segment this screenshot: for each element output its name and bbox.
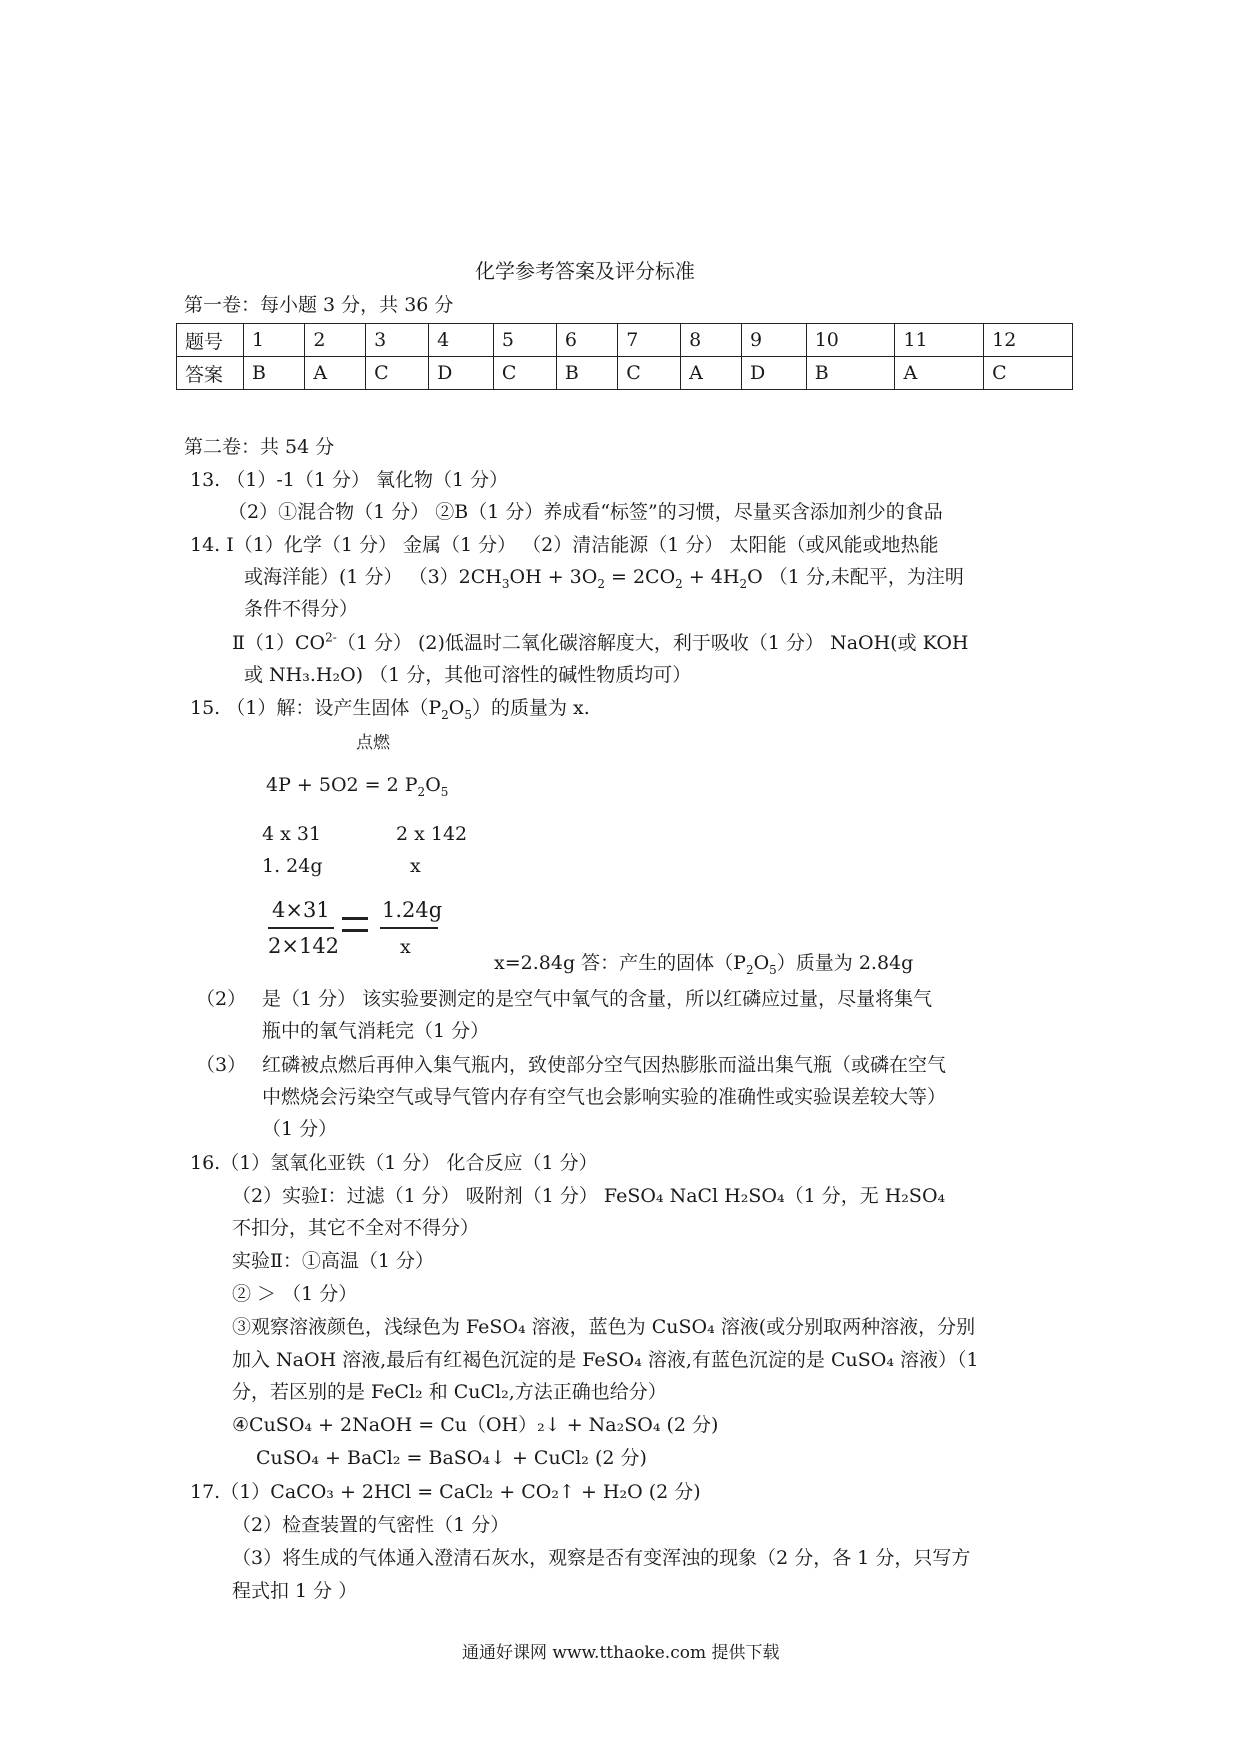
- fraction-denominator: x: [400, 936, 411, 958]
- q15-line: 中燃烧会污染空气或导气管内存有空气也会影响实验的准确性或实验误差较大等）: [262, 1086, 947, 1108]
- fraction-denominator: 2×142: [268, 934, 340, 958]
- part1-heading: 第一卷：每小题 3 分，共 36 分: [184, 294, 454, 316]
- q14-line: 14. Ⅰ（1）化学（1 分） 金属（1 分） （2）清洁能源（1 分） 太阳能（或风能或地热能: [190, 534, 939, 556]
- page-title: 化学参考答案及评分标准: [475, 259, 695, 283]
- q15-part-label: （2）: [196, 988, 247, 1010]
- q16-line: （2）实验Ⅰ：过滤（1 分） 吸附剂（1 分） FeSO₄ NaCl H₂SO₄（1 分，无 H₂SO₄: [232, 1185, 946, 1207]
- q16-line: ② ＞ （1 分）: [232, 1283, 358, 1305]
- q15-line: 红磷被点燃后再伸入集气瓶内，致使部分空气因热膨胀而溢出集气瓶（或磷在空气: [262, 1054, 947, 1076]
- q16-line: 加入 NaOH 溶液,最后有红褐色沉淀的是 FeSO₄ 溶液,有蓝色沉淀的是 CuSO₄ 溶液）（1: [232, 1349, 979, 1371]
- q13-line: 13. （1）-1（1 分） 氧化物（1 分）: [190, 469, 509, 491]
- footer-credit: 通通好课网 www.tthaoke.com 提供下载: [462, 1643, 780, 1663]
- cell: B: [244, 357, 305, 390]
- part2-heading: 第二卷：共 54 分: [184, 436, 335, 458]
- q16-line: 16.（1）氢氧化亚铁（1 分） 化合反应（1 分）: [190, 1152, 598, 1174]
- cell: 4: [429, 324, 494, 357]
- table-row-numbers: [177, 324, 1073, 357]
- cell: 8: [681, 324, 742, 357]
- q17-line: （2）检查装置的气密性（1 分）: [232, 1514, 510, 1536]
- fraction-numerator: 4×31: [272, 898, 330, 922]
- equals-sign: [342, 929, 368, 932]
- cell: 10: [806, 324, 895, 357]
- cell: A: [895, 357, 984, 390]
- cell: C: [984, 357, 1073, 390]
- cell: 12: [984, 324, 1073, 357]
- ratio-value: 4 x 31: [262, 823, 322, 845]
- q15-part-label: （3）: [196, 1054, 247, 1076]
- unknown-value: x: [410, 855, 421, 877]
- reaction-condition: 点燃: [356, 733, 390, 753]
- q16-line: 不扣分，其它不全对不得分）: [232, 1217, 480, 1239]
- cell: 1: [244, 324, 305, 357]
- q15-line: 是（1 分） 该实验要测定的是空气中氧气的含量，所以红磷应过量，尽量将集气: [262, 988, 933, 1010]
- q15-line: 瓶中的氧气消耗完（1 分）: [262, 1020, 490, 1042]
- q16-line: ③观察溶液颜色，浅绿色为 FeSO₄ 溶液，蓝色为 CuSO₄ 溶液(或分别取两种溶液，分别: [232, 1316, 976, 1338]
- cell: 5: [493, 324, 556, 357]
- cell: A: [305, 357, 366, 390]
- equals-sign: [342, 917, 368, 920]
- cell: C: [618, 357, 681, 390]
- cell: D: [429, 357, 494, 390]
- q14-line: 条件不得分）: [244, 598, 359, 620]
- cell: A: [681, 357, 742, 390]
- q15-line: 15. （1）解：设产生固体$(P_2O_5)$的质量为 x.: [190, 697, 590, 722]
- q17-line: 程式扣 1 分 ）: [232, 1580, 358, 1602]
- q15-line: （1 分）: [262, 1118, 338, 1140]
- q17-line: （3）将生成的气体通入澄清石灰水，观察是否有变浑浊的现象（2 分，各 1 分，只写方: [232, 1547, 971, 1569]
- cell: 7: [618, 324, 681, 357]
- q16-line: 实验Ⅱ：①高温（1 分）: [232, 1250, 435, 1272]
- q17-line: 17.（1）CaCO₃ + 2HCl = CaCl₂ + CO₂↑ + H₂O (2 分): [190, 1481, 701, 1503]
- answer-table: [176, 323, 1073, 390]
- cell: C: [493, 357, 556, 390]
- cell: B: [556, 357, 617, 390]
- cell: B: [806, 357, 895, 390]
- fraction-bar: [380, 927, 438, 929]
- cell: 6: [556, 324, 617, 357]
- table-row-answers: [177, 357, 1073, 390]
- q14-line: $Ⅱ(1)CO^{2-}(1$ 分） (2)低温时二氧化碳溶解度大，利于吸收（1 分） NaOH(或 KOH: [232, 630, 969, 654]
- q13-line: （2）①混合物（1 分） ②B（1 分）养成看“标签”的习惯，尽量买含添加剂少的食品: [228, 501, 943, 523]
- mass-value: 1. 24g: [262, 855, 323, 877]
- cell: C: [366, 357, 429, 390]
- reaction-equation: 4P + 5O2 = 2 $P_2O_5$: [266, 774, 449, 799]
- cell: 2: [305, 324, 366, 357]
- cell: 3: [366, 324, 429, 357]
- fraction-numerator: 1.24g: [382, 898, 443, 922]
- cell: 9: [741, 324, 806, 357]
- q14-equation-line: 或海洋能）(1 分） $(3)2CH_3OH + 3O_2 = 2CO_2 + 4H_2O$ （1 分,未配平，为注明: [244, 566, 964, 591]
- q14-line: 或 NH₃.H₂O) （1 分，其他可溶性的碱性物质均可）: [244, 664, 692, 686]
- cell: 11: [895, 324, 984, 357]
- q15-result: x=2.84g 答：产生的固体$(P_2O_5)$质量为 2.84g: [494, 952, 914, 977]
- ratio-value: 2 x 142: [396, 823, 468, 845]
- row-label: 题号: [177, 324, 244, 357]
- q16-equation: ④CuSO₄ + 2NaOH = Cu（OH）₂↓ + Na₂SO₄ (2 分): [232, 1414, 719, 1436]
- q16-equation: CuSO₄ + BaCl₂ = BaSO₄↓ + CuCl₂ (2 分): [256, 1447, 647, 1469]
- cell: D: [741, 357, 806, 390]
- row-label: 答案: [177, 357, 244, 390]
- fraction-bar: [268, 927, 334, 929]
- q16-line: 分，若区别的是 FeCl₂ 和 CuCl₂,方法正确也给分）: [232, 1381, 667, 1403]
